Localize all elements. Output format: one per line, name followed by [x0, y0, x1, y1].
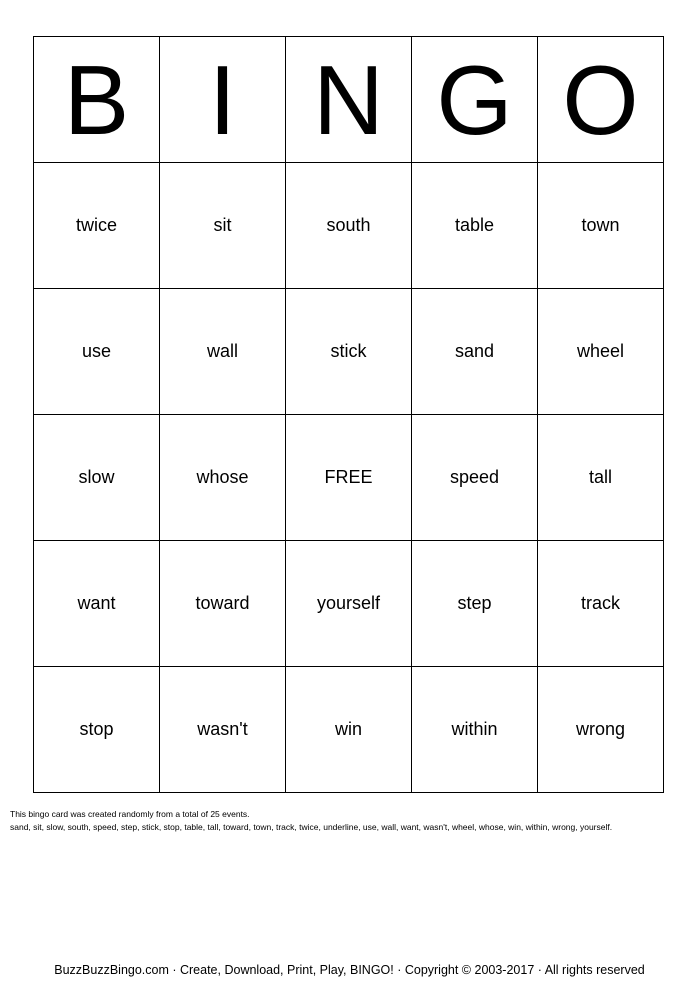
bingo-row: [34, 415, 664, 541]
bingo-cell: stop: [34, 667, 160, 793]
bingo-cell: twice: [34, 163, 160, 289]
bingo-cell: sit: [160, 163, 286, 289]
bingo-cell: town: [538, 163, 664, 289]
footer-copyright: BuzzBuzzBingo.com · Create, Download, Print, Play, BINGO! · Copyright © 2003-2017 · All rights reserved: [54, 963, 645, 977]
bingo-free-cell: FREE: [286, 415, 412, 541]
word-list: sand, sit, slow, south, speed, step, stick, stop, table, tall, toward, town, track, twice, underline, use, wall, want, wasn't, wheel, whose, win, within, wrong, yourself.: [10, 822, 613, 832]
card-info: [10, 808, 612, 834]
bingo-row: [34, 163, 664, 289]
bingo-card: [33, 36, 664, 793]
bingo-cell: stick: [286, 289, 412, 415]
bingo-cell: slow: [34, 415, 160, 541]
bingo-cell: tall: [538, 415, 664, 541]
bingo-cell: whose: [160, 415, 286, 541]
header-letter-g: G: [412, 37, 538, 163]
bingo-cell: within: [412, 667, 538, 793]
header-letter-b: B: [34, 37, 160, 163]
bingo-cell: wasn't: [160, 667, 286, 793]
bingo-cell: wrong: [538, 667, 664, 793]
bingo-row: [34, 541, 664, 667]
bingo-cell: yourself: [286, 541, 412, 667]
bingo-cell: table: [412, 163, 538, 289]
card-summary: This bingo card was created randomly from a total of 25 events.: [10, 809, 250, 819]
bingo-cell: use: [34, 289, 160, 415]
bingo-cell: wall: [160, 289, 286, 415]
bingo-cell: want: [34, 541, 160, 667]
bingo-cell: step: [412, 541, 538, 667]
bingo-cell: toward: [160, 541, 286, 667]
bingo-cell: south: [286, 163, 412, 289]
header-letter-i: I: [160, 37, 286, 163]
bingo-cell: wheel: [538, 289, 664, 415]
bingo-cell: speed: [412, 415, 538, 541]
bingo-cell: sand: [412, 289, 538, 415]
bingo-row: [34, 289, 664, 415]
bingo-cell: win: [286, 667, 412, 793]
bingo-row: [34, 667, 664, 793]
bingo-cell: track: [538, 541, 664, 667]
header-letter-n: N: [286, 37, 412, 163]
bingo-header-row: [34, 37, 664, 163]
header-letter-o: O: [538, 37, 664, 163]
